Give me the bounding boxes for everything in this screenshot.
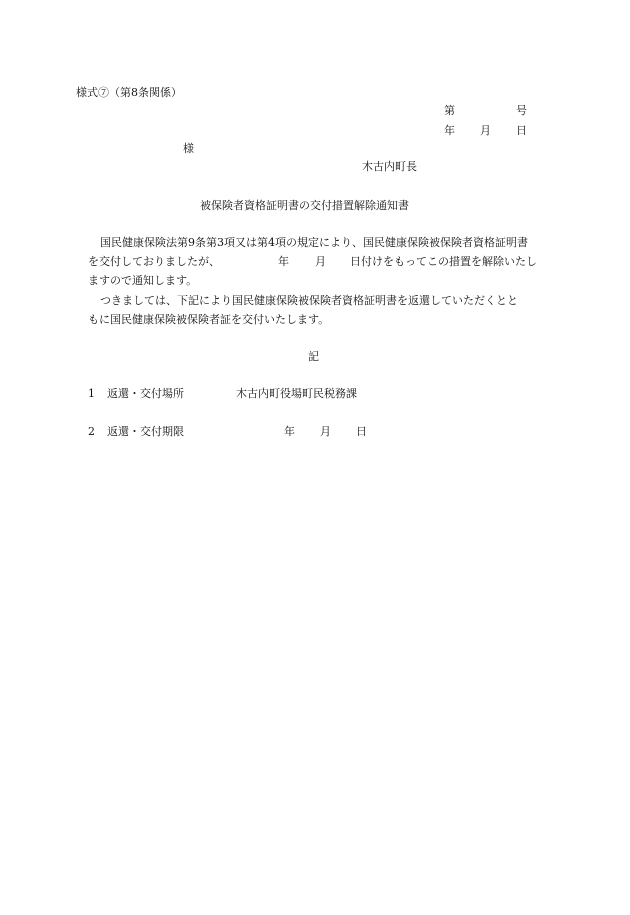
document-title: 被保険者資格証明書の交付措置解除通知書: [200, 199, 409, 212]
number-prefix: 第: [444, 104, 455, 117]
item-number: 2: [88, 425, 95, 438]
paragraph2-line1: つきましては、下記により国民健康保険被保険者資格証明書を返還していただくとと: [100, 294, 518, 307]
paragraph2-line2: もに国民健康保険被保険者証を交付いたします。: [88, 313, 330, 326]
paragraph1-line1: 国民健康保険法第9条第3項又は第4項の規定により、国民健康保険被保険者資格証明書: [100, 236, 528, 249]
number-suffix: 号: [516, 104, 527, 117]
issuer-name: 木古内町長: [362, 160, 417, 173]
form-label: 様式⑦（第8条関係）: [76, 86, 182, 99]
date-month-label: 月: [480, 124, 491, 137]
item-label: 返還・交付期限: [107, 425, 184, 438]
deadline-day-label: 日: [356, 425, 367, 438]
date-day-label: 日: [516, 124, 527, 137]
item-value: 木古内町役場町民税務課: [236, 387, 357, 400]
paragraph1-line2-month: 月: [315, 255, 326, 268]
date-year-label: 年: [444, 124, 455, 137]
item-number: 1: [88, 387, 95, 400]
deadline-year-label: 年: [284, 425, 295, 438]
paragraph1-line2-start: を交付しておりましたが、: [88, 255, 220, 268]
note-heading: 記: [308, 350, 319, 363]
paragraph1-line2-end: 日付けをもってこの措置を解除いたし: [350, 255, 537, 268]
item-label: 返還・交付場所: [107, 387, 184, 400]
addressee-suffix: 様: [183, 142, 194, 155]
paragraph1-line3: ますので通知します。: [88, 274, 198, 287]
deadline-month-label: 月: [320, 425, 331, 438]
paragraph1-line2-year: 年: [278, 255, 289, 268]
